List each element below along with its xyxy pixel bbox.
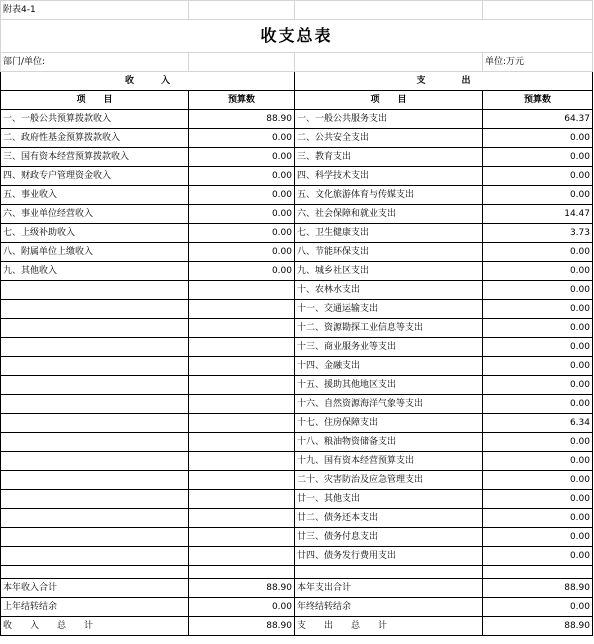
expense-total-value: 0.00 <box>483 598 593 617</box>
income-item-header: 项 目 <box>1 91 189 110</box>
unit-label: 单位:万元 <box>483 53 593 72</box>
expense-item: 二、公共安全支出 <box>295 129 483 148</box>
income-budget-value: 0.00 <box>189 262 295 281</box>
income-item: 八、附属单位上缴收入 <box>1 243 189 262</box>
income-budget-value: 0.00 <box>189 167 295 186</box>
table-row <box>1 528 593 547</box>
income-item <box>1 357 189 376</box>
expense-budget-value: 64.37 <box>483 110 593 129</box>
income-total-label: 上年结转结余 <box>1 598 189 617</box>
income-budget-value: 0.00 <box>189 224 295 243</box>
expense-item: 七、卫生健康支出 <box>295 224 483 243</box>
income-item: 一、一般公共预算拨款收入 <box>1 110 189 129</box>
table-row <box>1 433 593 452</box>
expense-budget-value: 0.00 <box>483 319 593 338</box>
table-row <box>1 281 593 300</box>
income-section-header: 收 入 <box>1 72 295 91</box>
table-row <box>1 452 593 471</box>
income-item <box>1 376 189 395</box>
table-row <box>1 129 593 148</box>
expense-budget-value: 6.34 <box>483 414 593 433</box>
expense-budget-value: 0.00 <box>483 471 593 490</box>
table-row <box>1 205 593 224</box>
income-budget-value: 0.00 <box>189 129 295 148</box>
expense-budget-value: 14.47 <box>483 205 593 224</box>
table-row <box>1 243 593 262</box>
table-row <box>1 357 593 376</box>
table-row <box>1 262 593 281</box>
income-budget-value: 0.00 <box>189 243 295 262</box>
income-budget-value <box>189 319 295 338</box>
expense-budget-value: 0.00 <box>483 528 593 547</box>
expense-item: 九、城乡社区支出 <box>295 262 483 281</box>
income-budget-value <box>189 471 295 490</box>
income-budget-value: 0.00 <box>189 186 295 205</box>
expense-item: 六、社会保障和就业支出 <box>295 205 483 224</box>
expense-budget-value: 0.00 <box>483 262 593 281</box>
expense-item: 十三、商业服务业等支出 <box>295 338 483 357</box>
expense-total-value: 88.90 <box>483 579 593 598</box>
expense-section-header: 支 出 <box>295 72 593 91</box>
expense-total-value: 88.90 <box>483 617 593 636</box>
expense-item: 八、节能环保支出 <box>295 243 483 262</box>
expense-item: 十七、住房保障支出 <box>295 414 483 433</box>
expense-item: 廿二、债务还本支出 <box>295 509 483 528</box>
table-row <box>1 471 593 490</box>
income-item <box>1 490 189 509</box>
total-row <box>1 617 593 636</box>
expense-budget-value: 0.00 <box>483 186 593 205</box>
income-item <box>1 509 189 528</box>
income-budget-value <box>189 414 295 433</box>
table-row <box>1 148 593 167</box>
table-row <box>1 490 593 509</box>
table-row <box>1 186 593 205</box>
expense-item: 廿四、债务发行费用支出 <box>295 547 483 566</box>
expense-budget-value: 0.00 <box>483 243 593 262</box>
income-item <box>1 471 189 490</box>
expense-budget-value: 0.00 <box>483 376 593 395</box>
expense-item: 十八、粮油物资储备支出 <box>295 433 483 452</box>
income-item <box>1 395 189 414</box>
table-row <box>1 110 593 129</box>
expense-item: 十九、国有资本经营预算支出 <box>295 452 483 471</box>
expense-budget-value: 0.00 <box>483 338 593 357</box>
expense-total-label: 年终结转结余 <box>295 598 483 617</box>
table-row <box>1 509 593 528</box>
expense-budget-value: 0.00 <box>483 452 593 471</box>
expense-budget-header: 预算数 <box>483 91 593 110</box>
table-row <box>1 376 593 395</box>
expense-item: 十、农林水支出 <box>295 281 483 300</box>
expense-budget-value: 0.00 <box>483 357 593 376</box>
income-item: 三、国有资本经营预算拨款收入 <box>1 148 189 167</box>
table-row <box>1 395 593 414</box>
expense-item: 一、一般公共服务支出 <box>295 110 483 129</box>
expense-item: 廿三、债务付息支出 <box>295 528 483 547</box>
income-budget-value: 0.00 <box>189 148 295 167</box>
expense-budget-value: 0.00 <box>483 148 593 167</box>
income-budget-value: 88.90 <box>189 110 295 129</box>
income-item: 六、事业单位经营收入 <box>1 205 189 224</box>
income-budget-value <box>189 509 295 528</box>
income-item <box>1 281 189 300</box>
expense-budget-value: 0.00 <box>483 433 593 452</box>
income-total-value: 88.90 <box>189 579 295 598</box>
expense-budget-value: 0.00 <box>483 129 593 148</box>
income-total-value: 0.00 <box>189 598 295 617</box>
expense-budget-value: 0.00 <box>483 547 593 566</box>
income-total-value: 88.90 <box>189 617 295 636</box>
income-budget-value <box>189 528 295 547</box>
table-row <box>1 414 593 433</box>
expense-item: 二十、灾害防治及应急管理支出 <box>295 471 483 490</box>
income-budget-value <box>189 357 295 376</box>
expense-total-label: 支 出 总 计 <box>295 617 483 636</box>
income-total-label: 本年收入合计 <box>1 579 189 598</box>
expense-item-header: 项 目 <box>295 91 483 110</box>
expense-item: 廿一、其他支出 <box>295 490 483 509</box>
expense-budget-value: 0.00 <box>483 167 593 186</box>
page-title: 收支总表 <box>1 20 593 53</box>
income-budget-value <box>189 490 295 509</box>
income-item <box>1 300 189 319</box>
income-budget-value <box>189 338 295 357</box>
income-item <box>1 452 189 471</box>
income-budget-value <box>189 452 295 471</box>
income-budget-value <box>189 547 295 566</box>
expense-item: 十二、资源勘探工业信息等支出 <box>295 319 483 338</box>
expense-item: 十四、金融支出 <box>295 357 483 376</box>
expense-budget-value: 0.00 <box>483 281 593 300</box>
income-item <box>1 414 189 433</box>
income-item <box>1 319 189 338</box>
income-budget-value <box>189 300 295 319</box>
income-budget-value <box>189 433 295 452</box>
income-item: 五、事业收入 <box>1 186 189 205</box>
expense-item: 五、文化旅游体育与传媒支出 <box>295 186 483 205</box>
income-budget-value <box>189 395 295 414</box>
expense-budget-value: 0.00 <box>483 509 593 528</box>
income-item: 四、财政专户管理资金收入 <box>1 167 189 186</box>
table-row <box>1 319 593 338</box>
income-item <box>1 528 189 547</box>
income-budget-value <box>189 281 295 300</box>
income-total-label: 收 入 总 计 <box>1 617 189 636</box>
expense-budget-value: 0.00 <box>483 300 593 319</box>
income-item <box>1 338 189 357</box>
total-row <box>1 598 593 617</box>
income-budget-header: 预算数 <box>189 91 295 110</box>
expense-budget-value: 0.00 <box>483 395 593 414</box>
expense-budget-value: 0.00 <box>483 490 593 509</box>
expense-total-label: 本年支出合计 <box>295 579 483 598</box>
expense-item: 十六、自然资源海洋气象等支出 <box>295 395 483 414</box>
table-row <box>1 300 593 319</box>
expense-item: 十一、交通运输支出 <box>295 300 483 319</box>
table-row <box>1 167 593 186</box>
table-row <box>1 547 593 566</box>
income-budget-value <box>189 376 295 395</box>
table-row <box>1 224 593 243</box>
income-item: 九、其他收入 <box>1 262 189 281</box>
spacer-row <box>1 566 593 579</box>
attachment-label: 附表4-1 <box>1 1 189 20</box>
total-row <box>1 579 593 598</box>
table-row <box>1 338 593 357</box>
income-item <box>1 433 189 452</box>
expense-budget-value: 3.73 <box>483 224 593 243</box>
income-budget-value: 0.00 <box>189 205 295 224</box>
expense-item: 四、科学技术支出 <box>295 167 483 186</box>
expense-item: 十五、援助其他地区支出 <box>295 376 483 395</box>
income-item <box>1 547 189 566</box>
expense-item: 三、教育支出 <box>295 148 483 167</box>
income-item: 七、上级补助收入 <box>1 224 189 243</box>
dept-label: 部门/单位: <box>1 53 189 72</box>
income-item: 二、政府性基金预算拨款收入 <box>1 129 189 148</box>
